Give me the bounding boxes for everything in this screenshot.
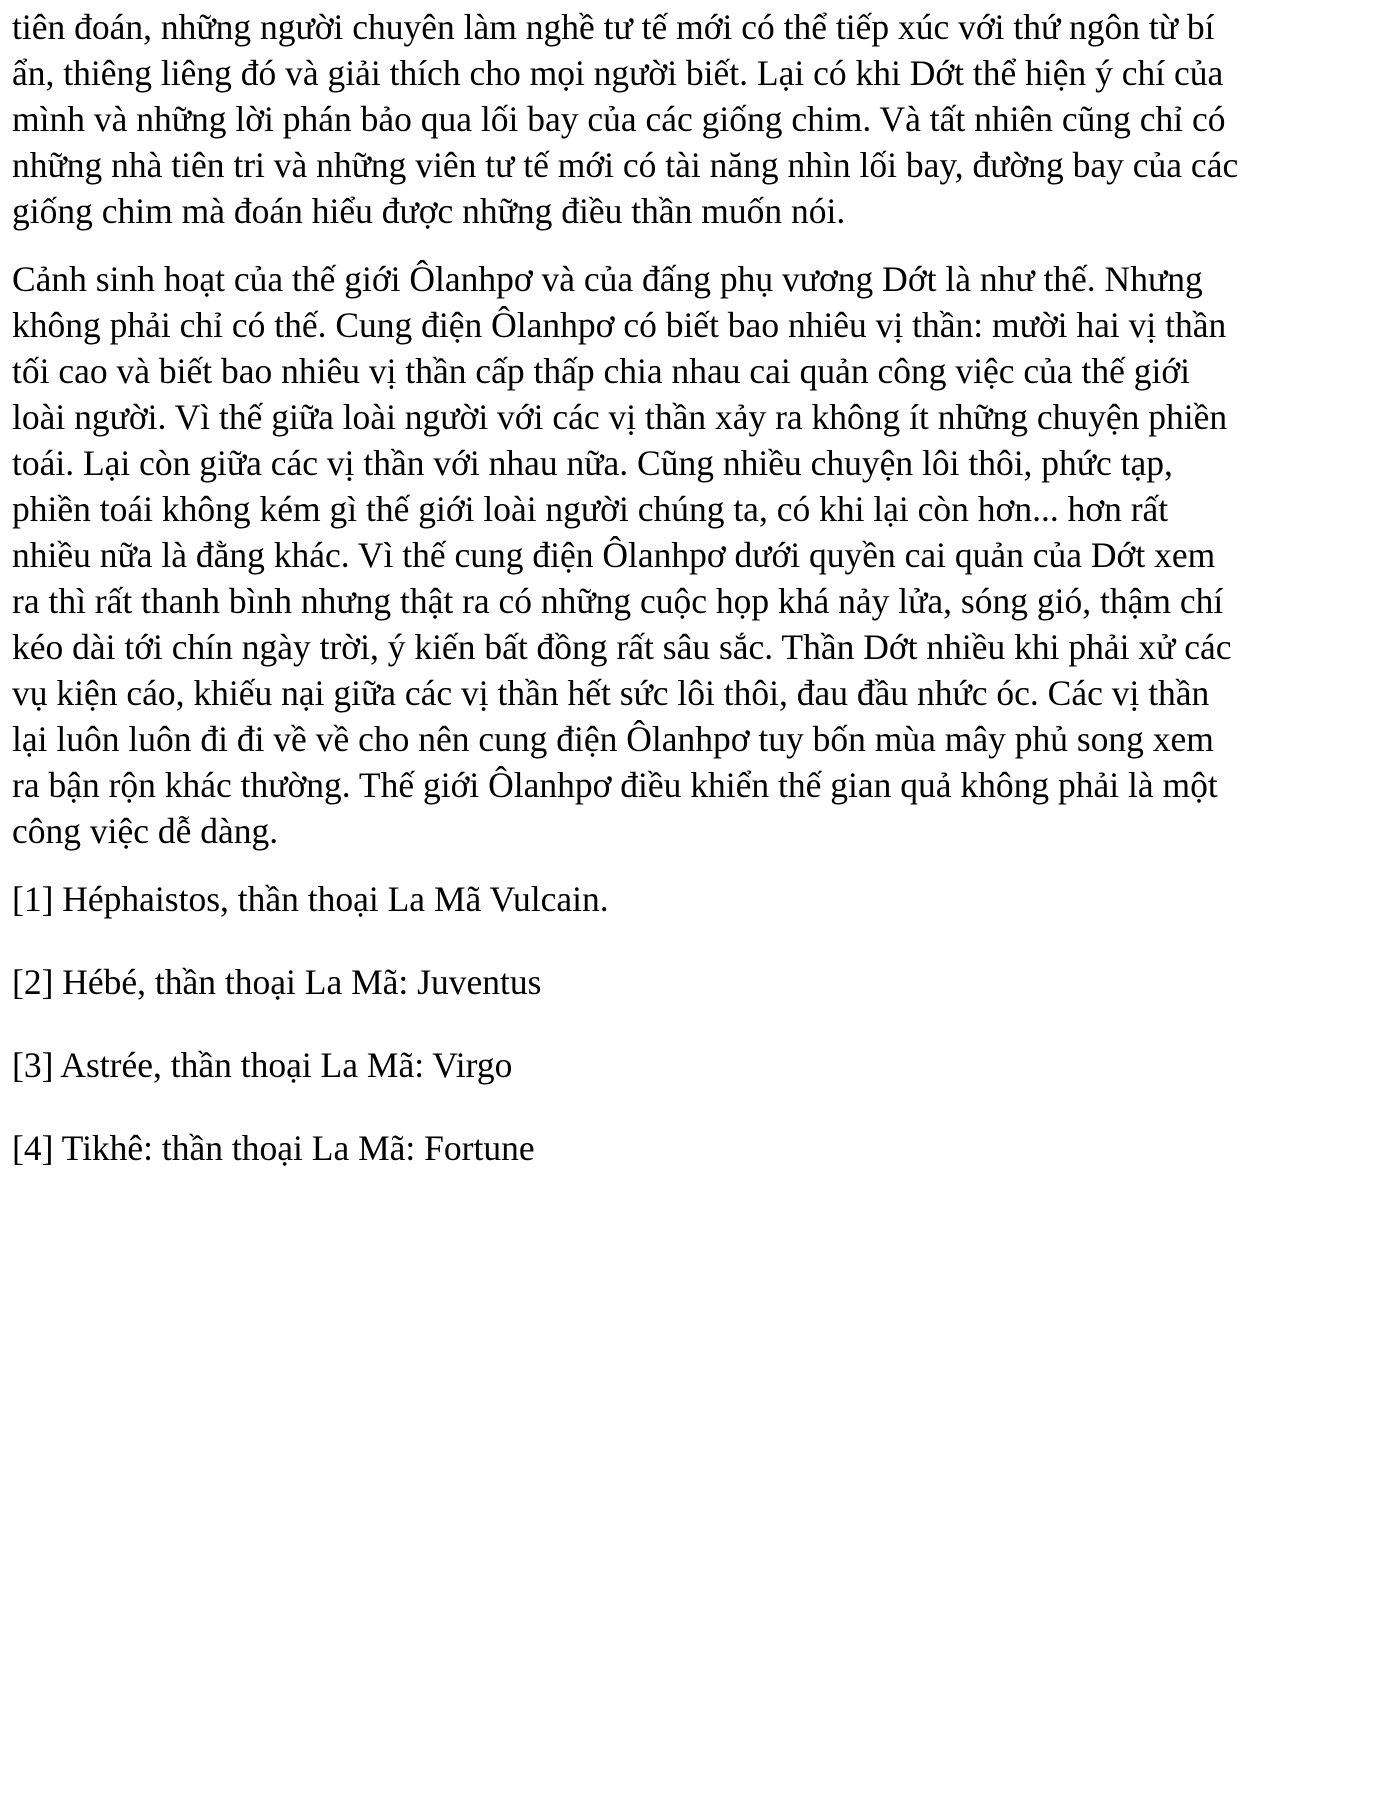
- text-line: phiền toái không kém gì thế giới loài người chúng ta, có khi lại còn hơn... hơn rất: [12, 489, 1169, 529]
- text-line: tiên đoán, những người chuyên làm nghề tư tế mới có thể tiếp xúc với thứ ngôn từ bí: [12, 7, 1215, 47]
- document-page: [12, 4, 1382, 1208]
- text-line: không phải chỉ có thế. Cung điện Ôlanhpơ có biết bao nhiêu vị thần: mười hai vị thần: [12, 305, 1227, 345]
- text-line: lại luôn luôn đi đi về về cho nên cung điện Ôlanhpơ tuy bốn mùa mây phủ song xem: [12, 719, 1214, 759]
- text-line: nhiều nữa là đằng khác. Vì thế cung điện Ôlanhpơ dưới quyền cai quản của Dớt xem: [12, 535, 1216, 575]
- text-line: mình và những lời phán bảo qua lối bay của các giống chim. Và tất nhiên cũng chỉ có: [12, 99, 1226, 139]
- text-line: Cảnh sinh hoạt của thế giới Ôlanhpơ và của đấng phụ vương Dớt là như thế. Nhưng: [12, 259, 1203, 299]
- paragraph-2: [12, 256, 1382, 854]
- footnote-3: [3] Astrée, thần thoại La Mã: Virgo: [12, 1045, 513, 1085]
- text-line: tối cao và biết bao nhiêu vị thần cấp thấp chia nhau cai quản công việc của thế giới: [12, 351, 1191, 391]
- text-line: ẩn, thiêng liêng đó và giải thích cho mọi người biết. Lại có khi Dớt thể hiện ý chí của: [12, 53, 1224, 93]
- footnotes: [12, 876, 1382, 1171]
- footnote-1: [1] Héphaistos, thần thoại La Mã Vulcain.: [12, 879, 609, 919]
- footnote-2: [2] Hébé, thần thoại La Mã: Juventus: [12, 962, 542, 1002]
- text-line: vụ kiện cáo, khiếu nại giữa các vị thần hết sức lôi thôi, đau đầu nhức óc. Các vị thần: [12, 673, 1210, 713]
- text-line: kéo dài tới chín ngày trời, ý kiến bất đồng rất sâu sắc. Thần Dớt nhiều khi phải xử các: [12, 627, 1232, 667]
- text-line: giống chim mà đoán hiểu được những điều thần muốn nói.: [12, 191, 846, 231]
- text-line: những nhà tiên tri và những viên tư tế mới có tài năng nhìn lối bay, đường bay của các: [12, 145, 1239, 185]
- footnote-4: [4] Tikhê: thần thoại La Mã: Fortune: [12, 1128, 535, 1168]
- text-line: công việc dễ dàng.: [12, 811, 279, 851]
- text-line: loài người. Vì thế giữa loài người với các vị thần xảy ra không ít những chuyện phiền: [12, 397, 1228, 437]
- paragraph-1: [12, 4, 1382, 234]
- text-line: ra bận rộn khác thường. Thế giới Ôlanhpơ điều khiển thế gian quả không phải là một: [12, 765, 1218, 805]
- text-line: ra thì rất thanh bình nhưng thật ra có những cuộc họp khá nảy lửa, sóng gió, thậm chí: [12, 581, 1224, 621]
- text-line: toái. Lại còn giữa các vị thần với nhau nữa. Cũng nhiều chuyện lôi thôi, phức tạp,: [12, 443, 1173, 483]
